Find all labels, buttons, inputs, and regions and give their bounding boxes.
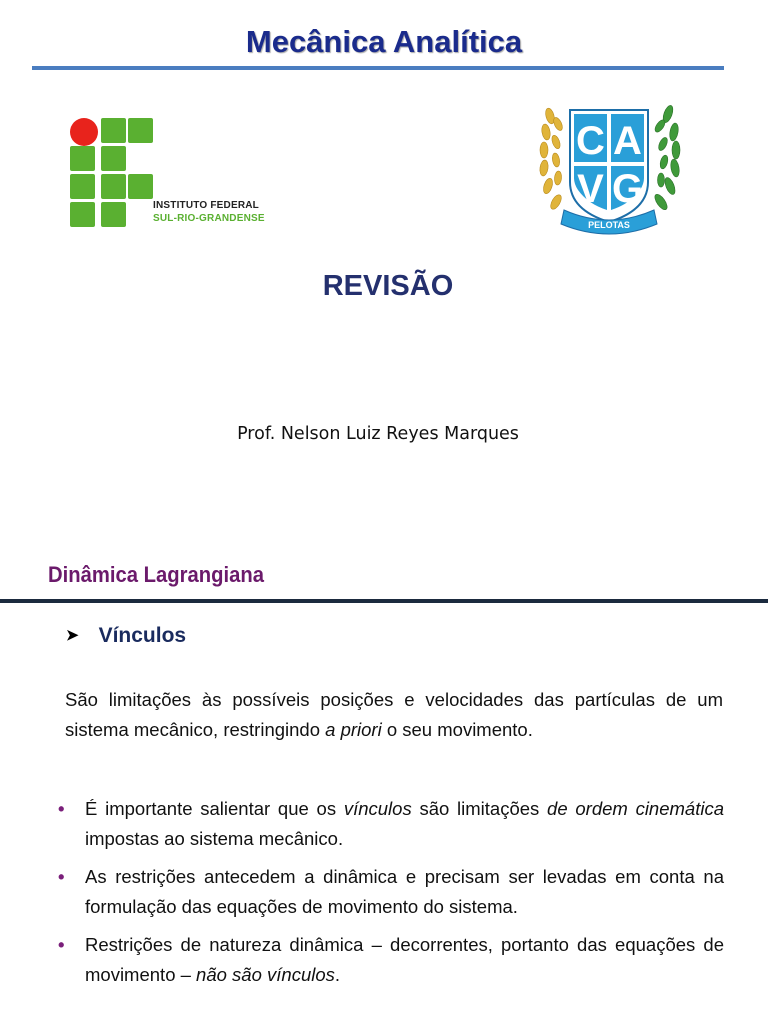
bullet-text: impostas ao sistema mecânico. [85,828,344,849]
title-underline [32,66,724,70]
crest-letter: C [576,119,605,163]
bullet-text: É importante salientar que os [85,798,344,819]
bullet-text: . [334,964,341,985]
bullet-dot-icon: • [58,934,65,955]
ifsul-square [70,202,95,227]
crest-letter: G [611,167,644,211]
ifsul-square [128,118,153,143]
intro-text-end: o seu movimento. [381,719,533,740]
crest-letter: V [577,167,604,211]
ifsul-square [70,174,95,199]
ifsul-square [101,118,126,143]
crest-ribbon-text: PELOTAS [588,220,630,230]
section-title: Dinâmica Lagrangiana [48,562,264,587]
content-slide [0,512,768,1024]
ifsul-square [101,146,126,171]
author-name: Prof. Nelson Luiz Reyes Marques [237,424,519,444]
arrow-bullet-icon: ➤ [66,627,79,644]
ifsul-logo [70,118,280,230]
bullet-italic: vínculos [343,798,412,819]
subtitle-text: Vínculos [98,624,187,647]
section-divider [0,599,768,603]
bullet-dot-icon: • [58,866,65,887]
bullet-italic: não são vínculos [196,964,335,985]
list-item [58,930,724,990]
ifsul-square [70,146,95,171]
ifsul-square [101,202,126,227]
subtitle [66,624,186,648]
intro-italic: a priori [325,719,382,740]
list-item [58,794,724,854]
revision-heading: REVISÃO [322,270,454,302]
bullet-italic: de ordem cinemática [547,798,724,819]
bullet-text: As restrições antecedem a dinâmica e precisam ser levadas em conta na formulação das equações de movimento do sistema. [85,866,724,917]
bullet-list [58,794,724,998]
ifsul-red-dot [70,118,98,146]
bullet-text: Restrições de natureza dinâmica – decorrentes, portanto das equações de movimento – [85,934,724,985]
bullet-dot-icon: • [58,798,65,819]
slide-title: Mecânica Analítica [245,24,523,59]
ifsul-square [128,174,153,199]
intro-paragraph [65,685,723,745]
crest-letter: A [613,119,642,163]
ifsul-name-line2: SUL-RIO-GRANDENSE [153,213,265,224]
cavg-crest-logo [536,98,682,238]
ifsul-name-line1: INSTITUTO FEDERAL [153,200,259,211]
intro-text: São limitações às possíveis posições e velocidades das partículas de um sistema mecânico, restringindo [65,689,723,740]
bullet-text: são limitações [411,798,548,819]
ifsul-square [101,174,126,199]
list-item [58,862,724,922]
